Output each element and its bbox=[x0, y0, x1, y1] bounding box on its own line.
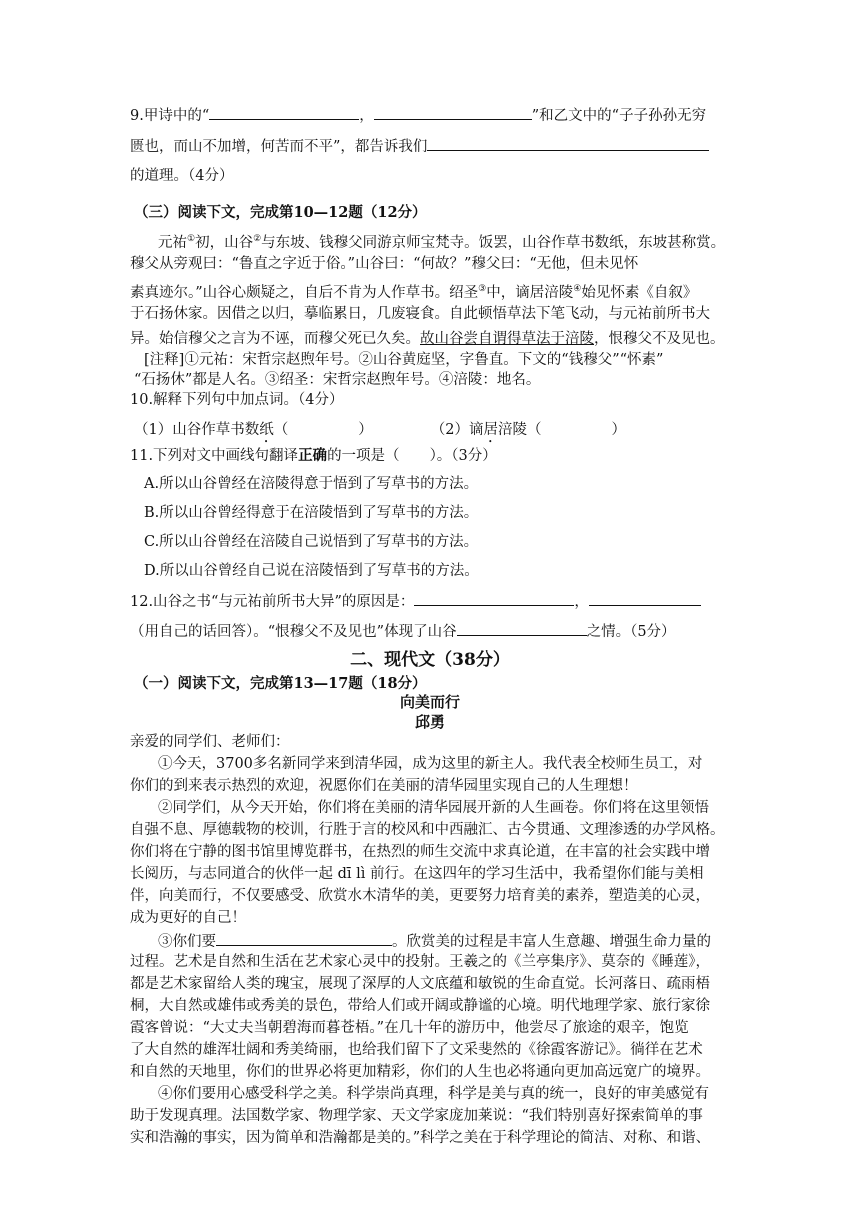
q11-emphasis: 正确 bbox=[298, 447, 328, 464]
q11-option-d[interactable]: D.所以山谷曾经自己说在涪陵悟到了写草书的方法。 bbox=[144, 563, 479, 579]
para2-line6: 成为更好的自己！ bbox=[130, 910, 246, 926]
annotation-line2: “石扬休”都是人名。③绍圣：宋哲宗赵煦年号。④涪陵：地名。 bbox=[134, 372, 541, 388]
q9-blank-1[interactable] bbox=[209, 104, 359, 120]
passage-text: 始见怀素《自叙》 bbox=[581, 284, 698, 301]
q12-text: 12.山谷之书“与元祐前所书大异”的原因是： bbox=[130, 594, 415, 610]
note-marker-1: ① bbox=[187, 234, 196, 244]
q12-text: （用自己的话回答）。“恨穆父不及见也”体现了山谷 bbox=[130, 624, 457, 640]
para3-line2: 过程。艺术是自然和生活在艺术家心灵中的投射。王羲之的《兰亭集序》、莫奈的《睡莲》， bbox=[130, 954, 710, 970]
q12-blank-2[interactable] bbox=[589, 590, 701, 606]
passage-line2: 穆父从旁观曰：“鲁直之字近于俗。”山谷曰：“何故？”穆父曰：“无他，但未见怀 bbox=[130, 256, 639, 272]
q12-text: 之情。（5分） bbox=[586, 624, 676, 640]
q11-title bbox=[130, 446, 730, 466]
q10-b-paren: 涪陵（ bbox=[497, 422, 542, 438]
underlined-sentence: 故山谷尝自谓得草法于涪陵 bbox=[420, 331, 594, 347]
q12-comma: ， bbox=[574, 594, 589, 610]
para2-line5: 伴，向美而行，不仅要感受、欣赏水木清华的美，更要努力培育美的素养，塑造美的心灵， bbox=[130, 888, 710, 904]
note-marker-3: ③ bbox=[478, 284, 487, 294]
q9-line2 bbox=[130, 135, 730, 157]
q9-blank-3[interactable] bbox=[427, 135, 709, 151]
q10-a-close: ） bbox=[358, 422, 373, 438]
para4-line3: 实和浩瀚的事实，因为简单和浩瀚都是美的。”科学之美在于科学理论的简洁、对称、和谐、 bbox=[130, 1130, 711, 1146]
q9-line1 bbox=[130, 104, 730, 126]
passage-text: 素真迹尔。”山谷心颇疑之，自后不肯为人作草书。绍圣 bbox=[130, 284, 479, 301]
para1-line2: 你们的到来表示热烈的欢迎，祝愿你们在美丽的清华园里实现自己的人生理想！ bbox=[130, 778, 638, 794]
q10-b-close: ） bbox=[611, 422, 626, 438]
passage-line1 bbox=[158, 229, 730, 253]
q11-text: 的一项是（ bbox=[327, 448, 400, 464]
passage-line3 bbox=[130, 279, 730, 303]
note-marker-2: ② bbox=[253, 234, 262, 244]
q11-option-a[interactable]: A.所以山谷曾经在涪陵得意于悟到了写草书的方法。 bbox=[144, 476, 479, 492]
para3-line5: 霞客曾说：“大丈夫当朝碧海而暮苍梧。”在几十年的游历中，他尝尽了旅途的艰辛，饱览 bbox=[130, 1020, 689, 1036]
q11-text: ）。（3分） bbox=[429, 448, 497, 464]
article-author: 邱勇 bbox=[414, 713, 445, 731]
passage-line5 bbox=[130, 329, 730, 349]
passage-text: 异。始信穆父之言为不诬，而穆父死已久矣。 bbox=[130, 331, 420, 347]
passage-line4: 于石扬休家。因借之以归，摹临累日，几废寝食。自此顿悟草法下笔飞动，与元祐前所书大 bbox=[130, 306, 710, 322]
q12-blank-1[interactable] bbox=[414, 590, 574, 606]
para3-text: 。欣赏美的过程是丰富人生意趣、增强生命力量的 bbox=[392, 934, 711, 950]
q10-a-text: （1）山谷作草书数 bbox=[134, 422, 260, 438]
q9-line3: 的道理。（4分） bbox=[130, 168, 234, 184]
q9-text: 9.甲诗中的“ bbox=[130, 108, 210, 124]
q9-comma: ， bbox=[359, 108, 374, 124]
passage-text: 中，谪居涪陵 bbox=[486, 284, 574, 301]
para2-line3: 你们将在宁静的图书馆里博览群书，在热烈的师生交流中求真论道，在丰富的社会实践中增 bbox=[130, 844, 710, 860]
para3-text: ③你们要 bbox=[158, 934, 216, 950]
para3-blank[interactable] bbox=[216, 930, 392, 946]
para2-line1: ②同学们，从今天开始，你们将在美丽的清华园展开新的人生画卷。你们将在这里领悟 bbox=[158, 800, 709, 816]
q11-option-c[interactable]: C.所以山谷曾经在涪陵自己说悟到了写草书的方法。 bbox=[144, 534, 479, 550]
passage-text: 元祐 bbox=[158, 234, 187, 251]
annotation-line1: [注释]①元祐：宋哲宗赵煦年号。②山谷黄庭坚，字鲁直。下文的“钱穆父”“怀素” bbox=[144, 352, 664, 368]
q10-b-dotted-word: 居 bbox=[483, 422, 498, 438]
q9-text-2: ”和乙文中的“子子孙孙无穷 bbox=[531, 108, 707, 124]
q12-blank-3[interactable] bbox=[457, 620, 587, 636]
q11-option-b[interactable]: B.所以山谷曾经得意于在涪陵悟到了写草书的方法。 bbox=[144, 505, 479, 521]
passage-text: 初，山谷 bbox=[195, 234, 254, 251]
article-title: 向美而行 bbox=[399, 693, 460, 711]
section3-heading: （三）阅读下文，完成第10—12题（12分） bbox=[134, 204, 427, 221]
para2-line4: 长阅历，与志同道合的伙伴一起 dī lì 前行。在这四年的学习生活中，我希望你们能与美相 bbox=[130, 866, 704, 882]
q10-a-dotted-word: 纸 bbox=[259, 422, 274, 438]
para3-line7: 和自然的天地里，你们的世界必将更加精彩，你们的人生也必将通向更加高远宽广的境界。 bbox=[130, 1064, 710, 1080]
para1-line1: ①今天，3700多名新同学来到清华园，成为这里的新主人。我代表全校师生员工，对 bbox=[158, 756, 703, 772]
q9-blank-2[interactable] bbox=[374, 104, 532, 120]
q10-a-paren: （ bbox=[273, 422, 289, 438]
part2-title: 二、现代文（38分） bbox=[350, 650, 510, 670]
q10-b-text: （2）谪 bbox=[430, 422, 484, 438]
para2-line2: 自强不息、厚德载物的校训，行胜于言的校风和中西融汇、古今贯通、文理渗透的办学风格。 bbox=[130, 822, 725, 838]
para4-line2: 助于发现真理。法国数学家、物理学家、天文学家庞加莱说：“我们特别喜好探索简单的事 bbox=[130, 1108, 703, 1124]
greeting: 亲爱的同学们、老师们： bbox=[130, 734, 290, 750]
q12-line1 bbox=[130, 590, 730, 612]
para3-line3: 都是艺术家留给人类的瑰宝，展现了深厚的人文底蕴和敏锐的生命直觉。长河落日、疏雨梧 bbox=[130, 976, 710, 992]
q10-title: 10.解释下列句中加点词。（4分） bbox=[130, 392, 344, 408]
note-marker-4: ④ bbox=[573, 284, 582, 294]
q10-items bbox=[134, 420, 734, 446]
para3-line4: 桐，大自然或雄伟或秀美的景色，带给人们或开阔或静谧的心境。明代地理学家、旅行家徐 bbox=[130, 998, 710, 1014]
q9-text-3: 匮也，而山不加增，何苦而不平”，都告诉我们 bbox=[130, 139, 428, 155]
para3-line6: 了大自然的雄浑壮阔和秀美绮丽，也给我们留下了文采斐然的《徐霞客游记》。徜徉在艺术 bbox=[130, 1042, 703, 1058]
q11-text: 11.下列对文中画线句翻译 bbox=[130, 448, 299, 464]
passage-text: 与东坡、钱穆父同游京师宝梵寺。饭罢，山谷作草书数纸，东坡甚称赏。 bbox=[261, 234, 726, 251]
para4-line1: ④你们要用心感受科学之美。科学崇尚真理，科学是美与真的统一，良好的审美感觉有 bbox=[158, 1086, 709, 1102]
passage-text: ，恨穆父不及见也。 bbox=[594, 331, 725, 347]
q12-line2 bbox=[130, 620, 730, 642]
part2-subheading: （一）阅读下文，完成第13—17题（18分） bbox=[134, 675, 427, 692]
para3-line1 bbox=[158, 930, 758, 952]
